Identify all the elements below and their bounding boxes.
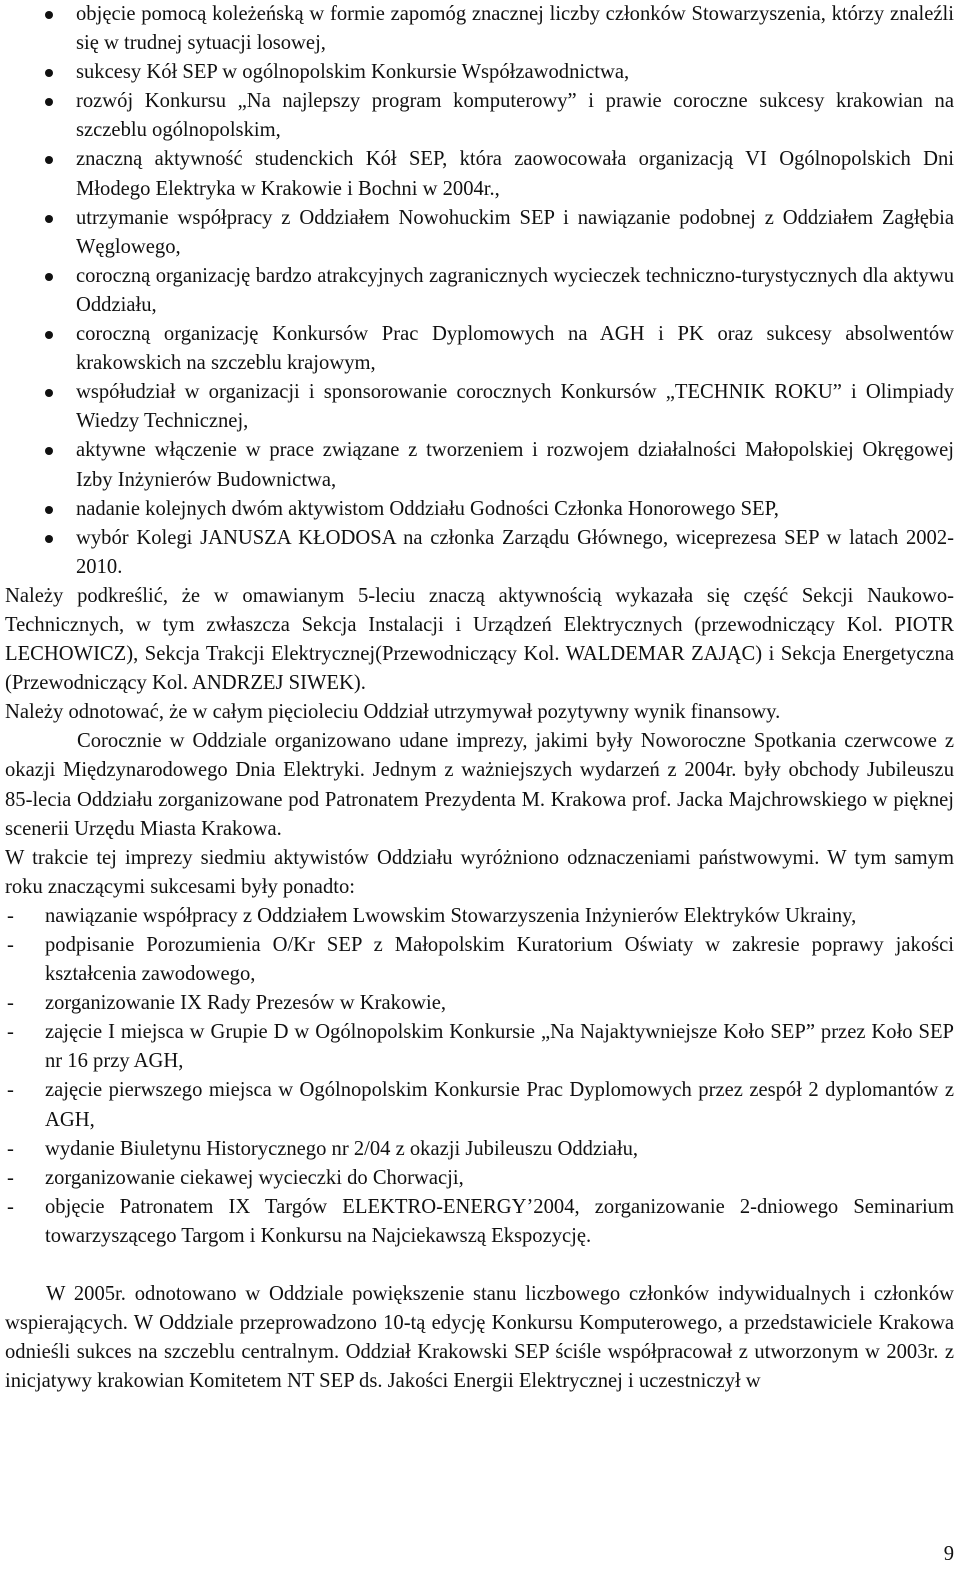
list-item-text: zajęcie pierwszego miejsca w Ogólnopolskim Konkursie Prac Dyplomowych przez zespół 2 dyplomantów z AGH, — [45, 1079, 954, 1131]
successes-dash-list — [5, 902, 954, 1251]
list-item — [5, 524, 954, 582]
list-item — [5, 58, 954, 87]
list-item — [5, 436, 954, 494]
list-item-text: współudział w organizacji i sponsorowanie corocznych Konkursów „TECHNIK ROKU” i Olimpiady Wiedzy Technicznej, — [76, 381, 954, 433]
list-item-text: wydanie Biuletynu Historycznego nr 2/04 z okazji Jubileuszu Oddziału, — [45, 1137, 639, 1160]
dash-marker: - — [7, 904, 14, 927]
bullet-icon — [45, 156, 53, 164]
list-item-text: nawiązanie współpracy z Oddziałem Lwowskim Stowarzyszenia Inżynierów Elektryków Ukrainy, — [45, 904, 857, 927]
list-item — [5, 989, 954, 1018]
list-item — [5, 902, 954, 931]
list-item-text: coroczną organizację Konkursów Prac Dyplomowych na AGH i PK oraz sukcesy absolwentów krakowskich na szczeblu krajowym, — [76, 323, 954, 375]
list-item-text: utrzymanie współpracy z Oddziałem Nowohuckim SEP i nawiązanie podobnej z Oddziałem Zagłębia Węglowego, — [76, 206, 954, 258]
list-item — [5, 87, 954, 145]
bullet-icon — [45, 11, 53, 19]
list-item — [5, 378, 954, 436]
list-item — [5, 1193, 954, 1251]
bullet-icon — [45, 506, 53, 514]
list-item — [5, 145, 954, 203]
dash-marker: - — [7, 1195, 14, 1218]
bullet-icon — [45, 331, 53, 339]
list-item-text: wybór Kolegi JANUSZA KŁODOSA na członka Zarządu Głównego, wiceprezesa SEP w latach 2002-2010. — [76, 526, 954, 578]
list-item-text: rozwój Konkursu „Na najlepszy program komputerowy” i prawie coroczne sukcesy krakowian na szczeblu ogólnopolskim, — [76, 90, 954, 142]
events-paragraph: Corocznie w Oddziale organizowano udane imprezy, jakimi były Noworoczne Spotkania czerwcowe z okazji Międzynarodowego Dnia Elektryki. Jednym z ważniejszych wydarzeń z 2004r. były obchody Jubileuszu 85-lecia Oddziału zorganizowane pod Patronatem Prezydenta M. Krakowa prof. Jacka Majchrowskiego w pięknej scenerii Urzędu Miasta Krakowa. — [5, 730, 954, 840]
list-item-text: coroczną organizację bardzo atrakcyjnych zagranicznych wycieczek techniczno-turystycznych dla aktywu Oddziału, — [76, 264, 954, 316]
list-item-text: nadanie kolejnych dwóm aktywistom Oddziału Godności Członka Honorowego SEP, — [76, 497, 779, 520]
bullet-icon — [45, 535, 53, 543]
list-item — [5, 0, 954, 58]
bullet-icon — [45, 98, 53, 106]
sections-paragraph: Należy podkreślić, że w omawianym 5-leciu znaczą aktywnością wykazała się część Sekcji Naukowo-Technicznych, w tym zwłaszcza Sekcja Instalacji i Urządzeń Elektrycznych (przewodniczący Kol. PIOTR LECHOWICZ), Sekcja Trakcji Elektrycznej(Przewodniczący Kol. WALDEMAR ZAJĄC) i Sekcja Energetyczna (Przewodniczący Kol. ANDRZEJ SIWEK). — [5, 584, 954, 695]
list-item — [5, 320, 954, 378]
bullet-icon — [45, 273, 53, 281]
list-item-text: objęcie Patronatem IX Targów ELEKTRO-ENERGY’2004, zorganizowanie 2-dniowego Seminarium towarzyszącego Targom i Konkursu na Najciekawszą Ekspozycję. — [45, 1195, 954, 1247]
list-item — [5, 204, 954, 262]
paragraph-spacer — [5, 1251, 954, 1280]
list-item — [5, 1018, 954, 1076]
dash-marker: - — [7, 1021, 14, 1044]
list-item — [5, 495, 954, 524]
list-item-text: podpisanie Porozumienia O/Kr SEP z Małopolskim Kuratorium Oświaty w zakresie poprawy jakości kształcenia zawodowego, — [45, 934, 954, 986]
list-item — [5, 262, 954, 320]
list-item-text: znaczną aktywność studenckich Kół SEP, która zaowocowała organizacją VI Ogólnopolskich Dni Młodego Elektryka w Krakowie i Bochni w 2004r., — [76, 148, 954, 200]
year-2005-paragraph: W 2005r. odnotowano w Oddziale powiększenie stanu liczbowego członków indywidualnych i członków wspierających. W Oddziale przeprowadzono 10-tą edycję Konkursu Komputerowego, a przedstawiciele Krakowa odnieśli sukces na szczeblu centralnym. Oddział Krakowski SEP ściśle współpracował z utworzonym w 2003r. z inicjatywy krakowian Komitetem NT SEP ds. Jakości Energii Elektrycznej i uczestniczył w — [5, 1283, 954, 1393]
bullet-icon — [45, 215, 53, 223]
list-item-text: zorganizowanie ciekawej wycieczki do Chorwacji, — [45, 1166, 464, 1189]
awards-paragraph: W trakcie tej imprezy siedmiu aktywistów Oddziału wyróżniono odznaczeniami państwowymi. W tym samym roku znaczącymi sukcesami były ponadto: — [5, 846, 954, 898]
dash-marker: - — [7, 1137, 14, 1160]
list-item — [5, 1164, 954, 1193]
bullet-icon — [45, 447, 53, 455]
document-page — [5, 0, 954, 1396]
bullet-icon — [45, 69, 53, 77]
page-number: 9 — [943, 1543, 954, 1565]
list-item-text: aktywne włączenie w prace związane z tworzeniem i rozwojem działalności Małopolskiej Okręgowej Izby Inżynierów Budownictwa, — [76, 439, 954, 491]
bullet-icon — [45, 389, 53, 397]
list-item — [5, 931, 954, 989]
dash-marker: - — [7, 934, 14, 956]
dash-marker: - — [7, 1079, 14, 1102]
dash-marker: - — [7, 992, 14, 1015]
finance-paragraph: Należy odnotować, że w całym pięcioleciu Oddział utrzymywał pozytywny wynik finansowy. — [5, 701, 781, 724]
achievements-bullet-list — [5, 0, 954, 582]
list-item — [5, 1076, 954, 1134]
list-item-text: zajęcie I miejsca w Grupie D w Ogólnopolskim Konkursie „Na Najaktywniejsze Koło SEP” przez Koło SEP nr 16 przy AGH, — [45, 1021, 954, 1073]
list-item-text: objęcie pomocą koleżeńską w formie zapomóg znacznej liczby członków Stowarzyszenia, którzy znaleźli się w trudnej sytuacji losowej, — [76, 3, 954, 55]
list-item — [5, 1135, 954, 1164]
list-item-text: sukcesy Kół SEP w ogólnopolskim Konkursie Współzawodnictwa, — [76, 61, 630, 84]
dash-marker: - — [7, 1166, 14, 1189]
list-item-text: zorganizowanie IX Rady Prezesów w Krakowie, — [45, 992, 447, 1015]
